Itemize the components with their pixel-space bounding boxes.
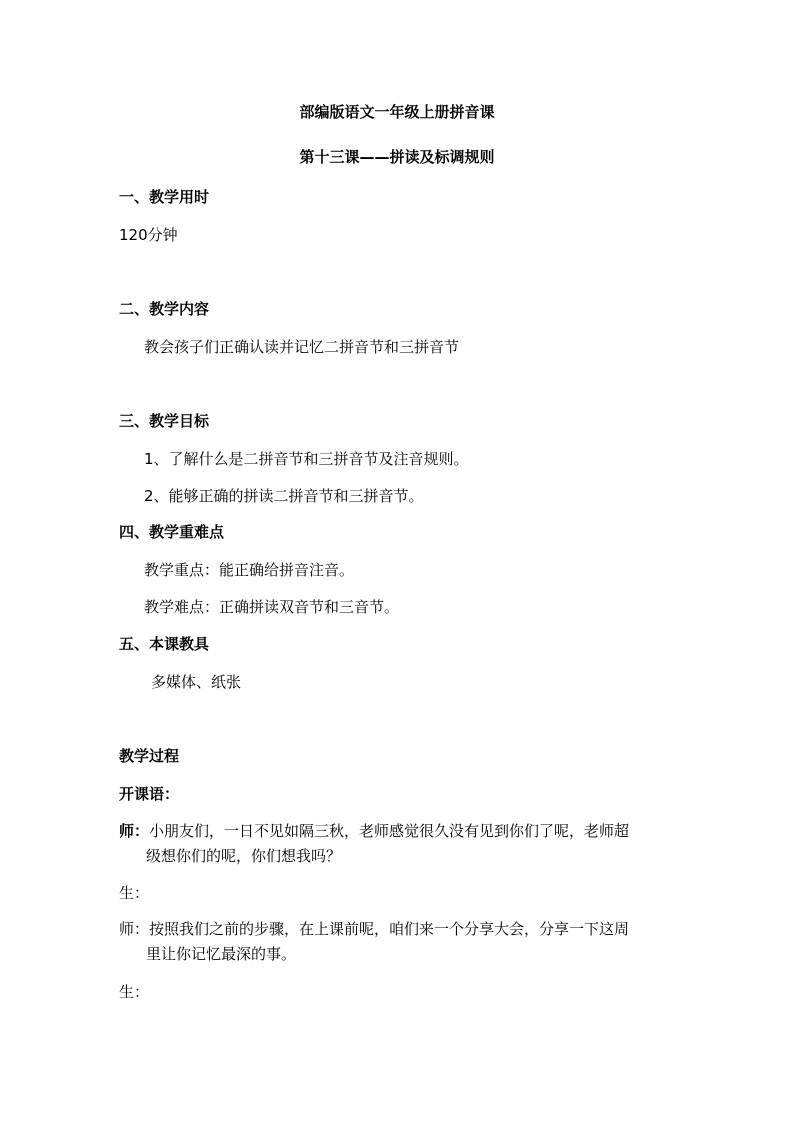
section-heading-time: 一、教学用时 <box>119 188 210 206</box>
intro-label: 开课语： <box>119 785 180 803</box>
section-heading-materials: 五、本课教具 <box>119 635 210 653</box>
keypoint-item: 教学难点：正确拼读双音节和三音节。 <box>144 598 400 616</box>
dialogue-paragraph <box>119 819 679 869</box>
goal-item: 2、能够正确的拼读二拼音节和三拼音节。 <box>144 487 424 505</box>
dialogue-paragraph <box>119 917 679 967</box>
speaker-label-teacher: 师： <box>119 920 150 938</box>
document-title: 部编版语文一年级上册拼音课 <box>299 103 495 121</box>
section-body-materials: 多媒体、纸张 <box>151 673 242 691</box>
section-heading-goals: 三、教学目标 <box>119 412 210 430</box>
document-subtitle: 第十三课——拼读及标调规则 <box>299 148 495 166</box>
dialogue-text: 小朋友们，一日不见如隔三秋，老师感觉很久没有见到你们了呢，老师超 <box>149 822 630 840</box>
dialogue-text-continued: 级想你们的呢，你们想我吗？ <box>146 847 342 865</box>
section-heading-keypoints: 四、教学重难点 <box>119 523 225 541</box>
section-body-time: 120分钟 <box>119 226 178 244</box>
dialogue-text: 按照我们之前的步骤，在上课前呢，咱们来一个分享大会，分享一下这周 <box>149 920 630 938</box>
speaker-label-teacher: 师： <box>119 822 150 840</box>
section-heading-content: 二、教学内容 <box>119 300 210 318</box>
speaker-label-student: 生： <box>119 983 150 1001</box>
dialogue-text-continued: 里让你记忆最深的事。 <box>146 945 297 963</box>
goal-item: 1、了解什么是二拼音节和三拼音节及注音规则。 <box>144 450 469 468</box>
section-heading-process: 教学过程 <box>119 747 180 765</box>
keypoint-item: 教学重点：能正确给拼音注音。 <box>144 561 355 579</box>
section-body-content: 教会孩子们正确认读并记忆二拼音节和三拼音节 <box>144 338 460 356</box>
speaker-label-student: 生： <box>119 884 150 902</box>
